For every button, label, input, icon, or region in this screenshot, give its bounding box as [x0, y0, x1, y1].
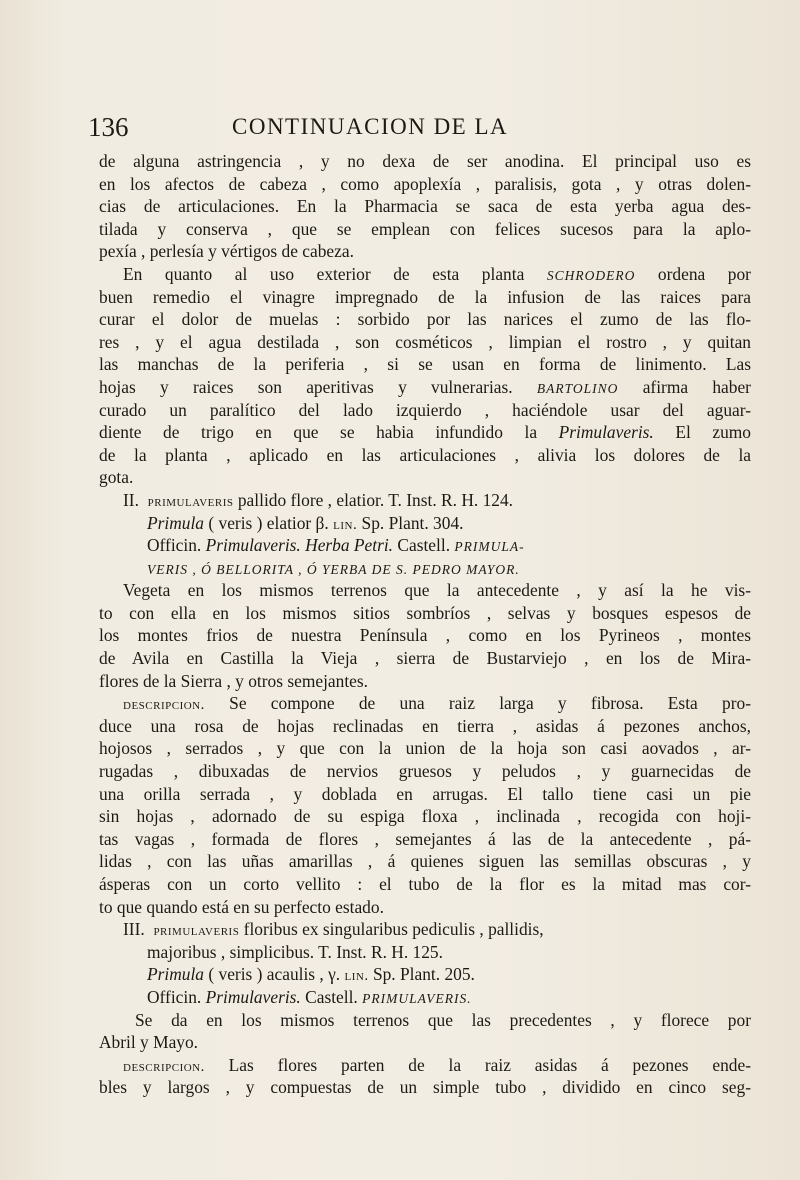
text-run: hojas y raices son aperitivas y vulnerarias.: [99, 376, 513, 397]
species-name: Primulaveris.: [558, 422, 654, 443]
synonym-line: [99, 512, 751, 535]
section-label: descripcion.: [123, 1058, 205, 1075]
text-line: [99, 263, 751, 286]
author-name: SCHRODERO: [546, 267, 636, 283]
text-run: Officin.: [147, 535, 202, 556]
text-run: Officin.: [147, 986, 202, 1007]
text-run: afirma haber: [618, 376, 751, 397]
text-line: majoribus , simplicibus. T. Inst. R. H. 125.: [147, 941, 443, 962]
text-line: hojosos , serrados , y que con la union de la hoja son casi aovados , ar-: [99, 738, 751, 759]
author-abbrev: lin.: [344, 968, 369, 985]
text-line: de alguna astringencia , y no dexa de ser anodina. El principal uso es: [99, 151, 751, 171]
text-line: curar el dolor de muelas : sorbido por las narices el zumo de las flo-: [99, 309, 751, 330]
species-name: Primula: [147, 964, 205, 985]
text-run: ( veris ) elatior β.: [204, 512, 329, 533]
synonym-line: [99, 963, 751, 986]
common-name: VERIS , Ó BELLORITA , Ó YERBA DE S. PEDRO MAYOR.: [147, 561, 520, 577]
running-head: CONTINUACION DE LA: [232, 114, 509, 139]
page-number: 136: [88, 112, 129, 142]
body-text: [99, 150, 751, 1099]
text-line: [99, 421, 751, 444]
text-line: de la planta , aplicado en las articulaciones , alivia los dolores de la: [99, 444, 751, 465]
text-line: Se da en los mismos terrenos que las precedentes , y florece por: [135, 1009, 751, 1030]
common-name: PRIMULAVERIS.: [362, 990, 472, 1006]
species-name: primulaveris: [153, 923, 240, 940]
text-run: ( veris ) acaulis , γ.: [204, 964, 341, 985]
text-run: ordena por: [635, 263, 751, 284]
species-name: Primula: [147, 512, 205, 533]
text-run: Castell.: [300, 986, 358, 1007]
text-line: [99, 376, 751, 399]
text-run: En quanto al uso exterior de esta planta: [123, 263, 525, 284]
text-line: de Avila en Castilla la Vieja , sierra de Bustarviejo , en los de Mira-: [99, 648, 751, 669]
text-line: una orilla serrada , y doblada en arrugas. El tallo tiene casi un pie: [99, 783, 751, 804]
description-line: [99, 692, 751, 715]
species-name: primulaveris: [147, 493, 234, 510]
text-line: los montes frios de nuestra Península , como en los Pyrineos , montes: [99, 625, 751, 646]
text-line: to que quando está en su perfecto estado.: [99, 896, 384, 917]
text-line: las manchas de la periferia , si se usan en forma de linimento. Las: [99, 354, 751, 375]
text-run: Sp. Plant. 205.: [368, 964, 475, 985]
text-line: en los afectos de cabeza , como apoplexía , paralisis, gota , y otras dolen-: [99, 173, 751, 194]
text-run: Se compone de una raiz larga y fibrosa. Esta pro-: [204, 693, 751, 714]
text-line: tilada y conserva , que se emplean con felices sucesos para la aplo-: [99, 218, 751, 239]
text-run: Sp. Plant. 304.: [357, 512, 464, 533]
text-line: gota.: [99, 467, 134, 488]
common-name: PRIMULA-: [454, 539, 525, 555]
species-heading: [99, 489, 751, 512]
text-line: res , y el agua destilada , son cosméticos , limpian el rostro , y quitan: [99, 331, 751, 352]
author-name: BARTOLINO: [536, 380, 619, 396]
text-line: flores de la Sierra , y otros semejantes.: [99, 670, 368, 691]
synonym-line: [99, 986, 751, 1009]
synonym-line: [99, 534, 751, 557]
species-name: Primulaveris. Herba Petri.: [205, 535, 394, 556]
species-name: Primulaveris.: [205, 986, 301, 1007]
text-line: buen remedio el vinagre impregnado de la infusion de las raices para: [99, 286, 751, 307]
text-run: El zumo: [653, 422, 751, 443]
description-line: [99, 1054, 751, 1077]
text-line: sin hojas , adornado de su espiga floxa , inclinada , recogida con hoji-: [99, 806, 751, 827]
text-run: floribus ex singularibus pediculis , pallidis,: [239, 919, 544, 940]
page-header: [88, 112, 748, 148]
text-line: duce una rosa de hojas reclinadas en tierra , asidas á pezones anchos,: [99, 715, 751, 736]
text-line: tas vagas , formada de flores , semejantes á las de la antecedente , pá-: [99, 828, 751, 849]
text-line: ásperas con un corto vellito : el tubo de la flor es la mitad mas cor-: [99, 874, 751, 894]
text-line: curado un paralítico del lado izquierdo , haciéndole usar del aguar-: [99, 399, 751, 420]
text-line: to con ella en los mismos sitios sombríos , selvas y bosques espesos de: [99, 602, 751, 623]
section-label: descripcion.: [123, 697, 205, 714]
text-run: pallido flore , elatior. T. Inst. R. H. 124.: [233, 489, 514, 510]
text-run: Castell.: [393, 535, 451, 556]
text-line: cias de articulaciones. En la Pharmacia se saca de esta yerba agua des-: [99, 196, 751, 217]
text-line: lidas , con las uñas amarillas , á quienes siguen las semillas obscuras , y: [99, 851, 751, 872]
text-line: rugadas , dibuxadas de nervios gruesos y peludos , y guarnecidas de: [99, 761, 751, 782]
text-line: Abril y Mayo.: [99, 1032, 199, 1053]
text-run: diente de trigo en que se habia infundido la: [99, 422, 538, 443]
author-abbrev: lin.: [333, 516, 358, 533]
section-number: III.: [123, 919, 145, 940]
text-line: pexía , perlesía y vértigos de cabeza.: [99, 241, 354, 262]
common-name-line: [99, 557, 751, 580]
species-heading: [99, 918, 751, 941]
text-line: Vegeta en los mismos terrenos que la antecedente , y así la he vis-: [123, 580, 751, 601]
section-number: II.: [123, 489, 139, 510]
text-line: bles y largos , y compuestas de un simple tubo , dividido en cinco seg-: [99, 1077, 751, 1098]
text-run: Las flores parten de la raiz asidas á pezones ende-: [204, 1054, 751, 1075]
